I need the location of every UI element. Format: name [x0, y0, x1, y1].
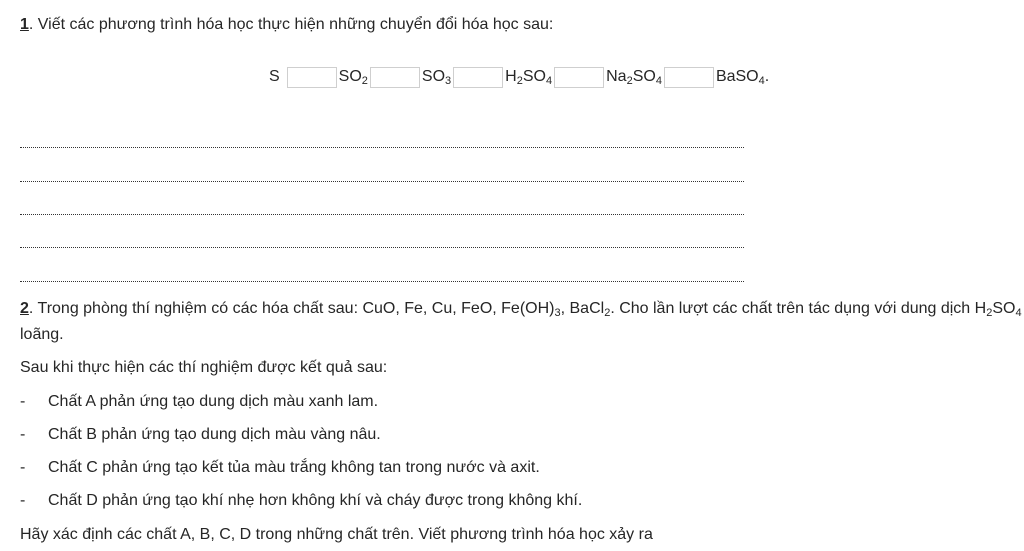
conversion-chain — [269, 66, 769, 88]
chain-na2so4: $Na_2SO_4$ — [606, 68, 662, 87]
answer-line-3 — [20, 214, 744, 215]
arrow-box-2 — [370, 67, 420, 88]
arrow-box-5 — [664, 67, 714, 88]
question-1-number: 1 — [20, 16, 29, 33]
answer-line-2 — [20, 181, 744, 182]
chain-so2: $SO_2$ — [338, 68, 368, 87]
chain-so3: $SO_3$ — [421, 68, 452, 87]
answer-line-5 — [20, 281, 744, 282]
bullet-marker: - — [20, 393, 26, 410]
chain-baso4: BaSO$_4$. — [715, 68, 770, 87]
answer-line-1 — [20, 147, 744, 148]
bullet-marker: - — [20, 492, 26, 509]
question-2-continuation: loãng. — [20, 326, 64, 343]
result-item-c: Chất C phản ứng tạo kết tủa màu trắng không tan trong nước và axit. — [48, 459, 540, 476]
arrow-box-4 — [554, 67, 604, 88]
question-1-prompt — [20, 15, 553, 35]
results-intro: Sau khi thực hiện các thí nghiệm được kết quả sau: — [20, 359, 388, 376]
question-2-prompt: 2. Trong phòng thí nghiệm có các hóa chất sau: CuO, Fe, Cu, FeO, $Fe(OH)_3$, BaCl$_2$. Cho lần lượt các chất trên tác dụng với dung dịch $H_2SO_4$ — [20, 300, 1022, 319]
chain-h2so4: $H_2SO_4$ — [505, 68, 553, 87]
bullet-marker: - — [20, 459, 26, 476]
question-1-text: . Viết các phương trình hóa học thực hiện những chuyển đổi hóa học sau: — [28, 16, 554, 33]
question-2-number: 2 — [20, 300, 29, 317]
answer-line-4 — [20, 247, 744, 248]
chain-s: S — [269, 68, 280, 85]
result-item-a: Chất A phản ứng tạo dung dịch màu xanh lam. — [48, 393, 379, 410]
final-instruction: Hãy xác định các chất A, B, C, D trong những chất trên. Viết phương trình hóa học xảy ra — [20, 526, 653, 543]
arrow-box-3 — [453, 67, 503, 88]
result-item-d: Chất D phản ứng tạo khí nhẹ hơn không khí và cháy được trong không khí. — [48, 492, 583, 509]
bullet-marker: - — [20, 426, 26, 443]
result-item-b: Chất B phản ứng tạo dung dịch màu vàng nâu. — [48, 426, 381, 443]
arrow-box-1 — [287, 67, 337, 88]
